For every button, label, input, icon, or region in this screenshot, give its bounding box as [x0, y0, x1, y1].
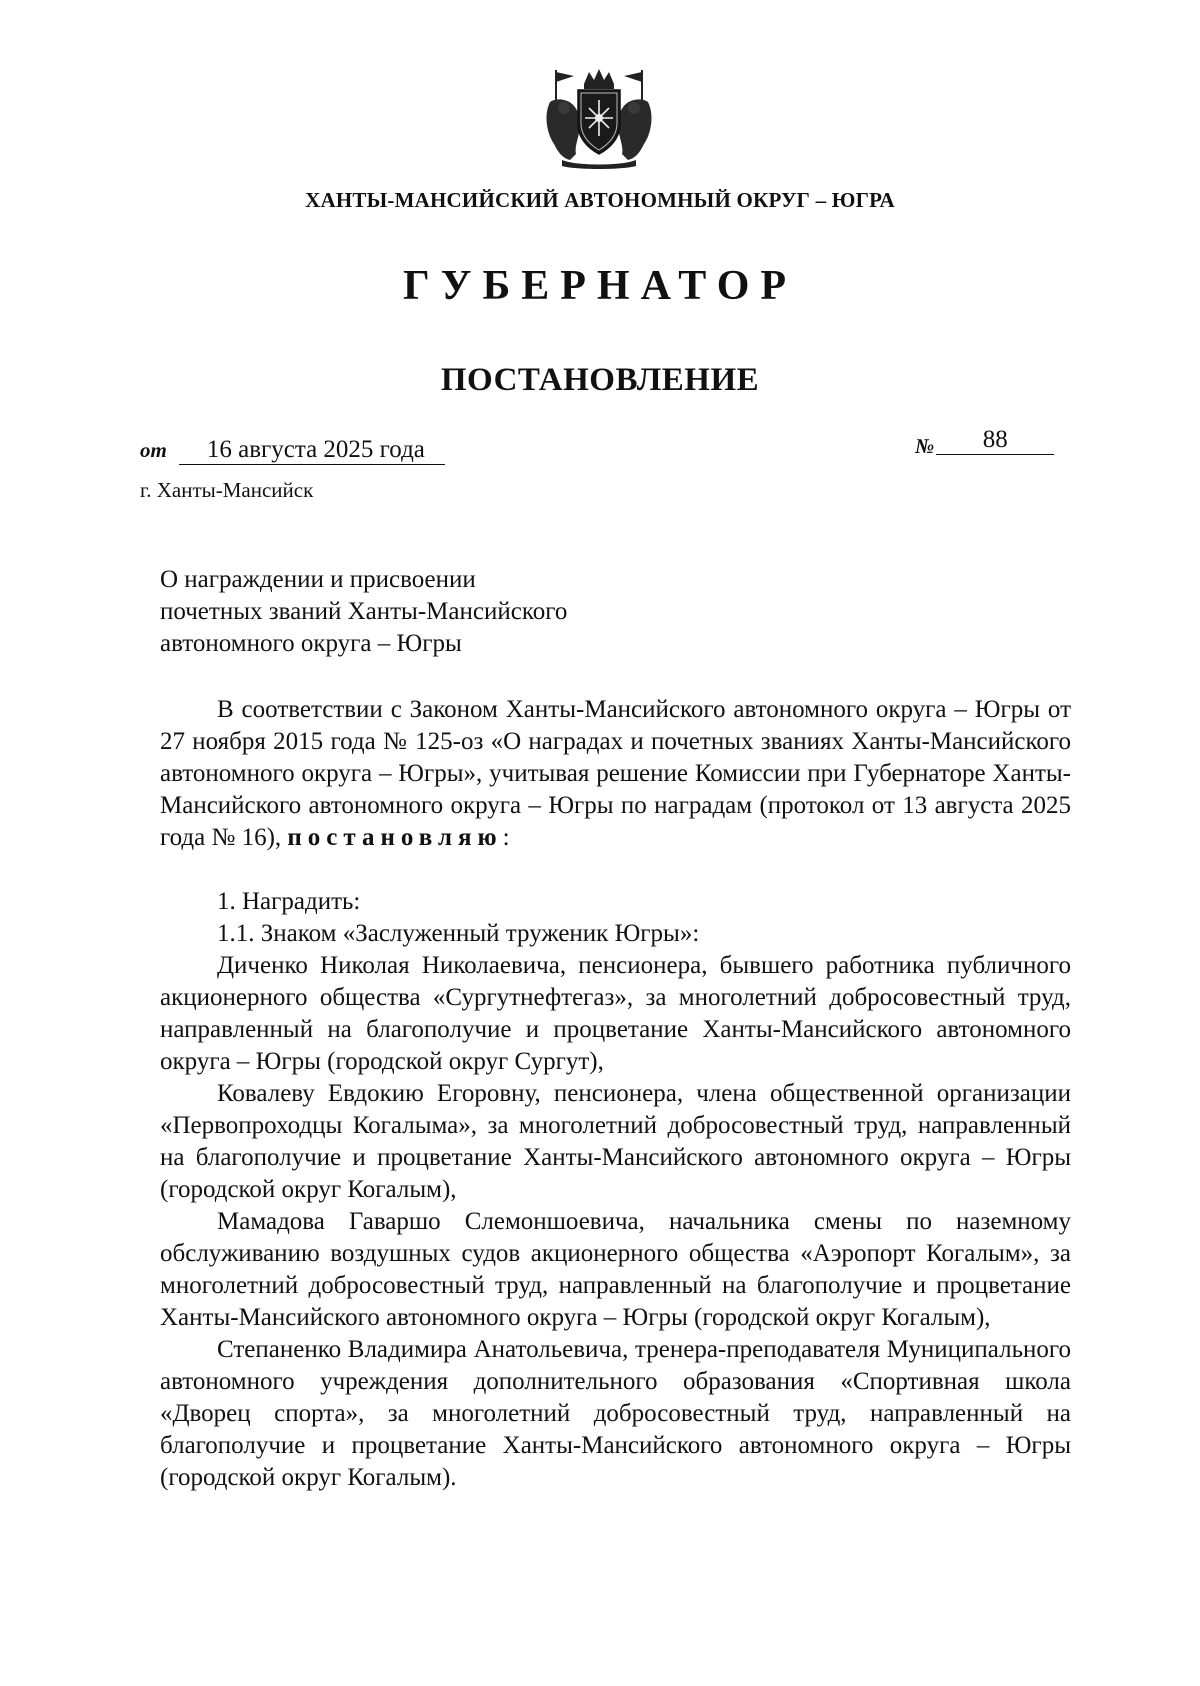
subject-block [160, 564, 567, 660]
section-item-1-1: 1.1. Знаком «Заслуженный труженик Югры»: [217, 920, 700, 947]
resolve-punct: : [502, 824, 510, 851]
document-date: 16 августа 2025 года [179, 436, 445, 465]
date-line [140, 436, 445, 465]
city: г. Ханты-Мансийск [140, 478, 314, 502]
spacer [160, 854, 1071, 886]
number-prefix: № [915, 434, 935, 458]
section-item-1: 1. Наградить: [217, 888, 361, 915]
coat-of-arms-icon [540, 66, 658, 170]
awardee-paragraph: Диченко Николая Николаевича, пенсионера, бывшего работника публичного акционерного общества «Сургутнефтегаз», за многолетний добросовестный труд, направленный на благополучие и процветание Ханты-Мансийского автономного округа – Югры (городской округ Сургут), [160, 952, 1071, 1075]
awardee-paragraph: Ковалеву Евдокию Егоровну, пенсионера, члена общественной организации «Первопроходцы Когалыма», за многолетний добросовестный труд, направленный на благополучие и процветание Ханты-Мансийского автономного округа – Югры (городской округ Когалым), [160, 1080, 1071, 1203]
awardee-paragraph: Мамадова Гаваршо Слемоншоевича, начальника смены по наземному обслуживанию воздушных судов акционерного общества «Аэропорт Когалым», за многолетний добросовестный труд, направленный на благополучие и процветание Ханты-Мансийского автономного округа – Югры (городской округ Когалым), [160, 1208, 1071, 1331]
number-line [915, 426, 1054, 461]
subject-line: автономного округа – Югры [160, 630, 462, 657]
document-number: 88 [936, 426, 1054, 455]
preamble-paragraph [160, 694, 1071, 854]
document-type-title: ПОСТАНОВЛЕНИЕ [440, 362, 760, 398]
region-title: ХАНТЫ-МАНСИЙСКИЙ АВТОНОМНЫЙ ОКРУГ – ЮГРА [305, 188, 895, 212]
resolve-word: постановляю [287, 824, 503, 851]
awardee-paragraph: Степаненко Владимира Анатольевича, тренера-преподавателя Муниципального автономного учреждения дополнительного образования «Спортивная школа «Дворец спорта», за многолетний добросовестный труд, направленный на благополучие и процветание Ханты-Мансийского автономного округа – Югры (городской округ Когалым). [160, 1336, 1071, 1491]
preamble-text: В соответствии с Законом Ханты-Мансийского автономного округа – Югры от 27 ноября 2015 года № 125-оз «О наградах и почетных званиях Ханты-Мансийского автономного округа – Югры», учитывая решение Комиссии при Губернаторе Ханты-Мансийского автономного округа – Югры по наградам (протокол от 13 августа 2025 года № 16), [160, 696, 1071, 851]
date-prefix: от [140, 438, 167, 462]
document-body [160, 694, 1071, 1494]
subject-line: почетных званий Ханты-Мансийского [160, 598, 568, 625]
authority-title: ГУБЕРНАТОР [402, 263, 798, 309]
subject-line: О награждении и присвоении [160, 566, 476, 593]
